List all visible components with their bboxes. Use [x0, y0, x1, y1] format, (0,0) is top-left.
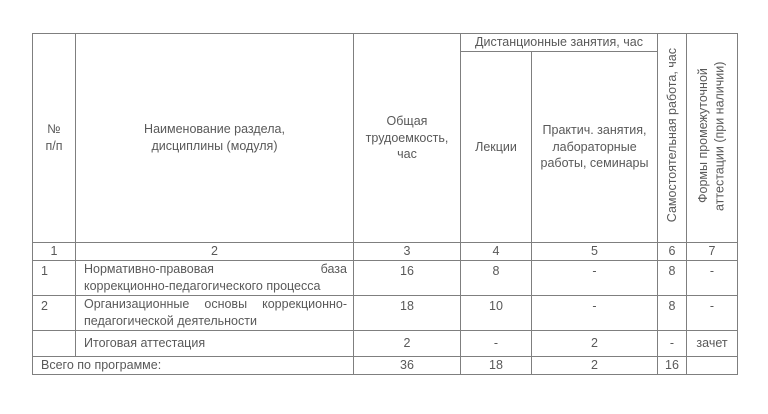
- header-total-label: Общая трудоемкость, час: [365, 113, 449, 162]
- row-name-line-1: Нормативно-правовая база: [84, 262, 347, 276]
- header-lectures: [461, 52, 532, 243]
- column-number: 2: [76, 243, 354, 261]
- header-name: [76, 34, 354, 243]
- totals-label: Всего по программе:: [33, 356, 354, 374]
- row-total: 18: [354, 295, 461, 330]
- header-num: [33, 34, 76, 243]
- row-name-line-1: Организационные основы коррекционно-: [84, 297, 347, 311]
- row-name: Итоговая аттестация: [76, 330, 354, 356]
- header-row: [33, 34, 738, 52]
- totals-total: 36: [354, 356, 461, 374]
- row-lectures: 10: [461, 295, 532, 330]
- header-name-label: Наименование раздела, дисциплины (модуля): [144, 122, 285, 153]
- row-form: -: [687, 295, 738, 330]
- column-number: 1: [33, 243, 76, 261]
- row-num: 1: [33, 260, 76, 295]
- row-num: [33, 330, 76, 356]
- row-self: -: [658, 330, 687, 356]
- header-remote-group: [461, 34, 658, 52]
- row-practice: -: [532, 295, 658, 330]
- header-total: [354, 34, 461, 243]
- header-practice-label: Практич. занятия, лабораторные работы, семинары: [540, 122, 649, 171]
- row-name: [76, 295, 354, 330]
- header-self-work: [658, 34, 687, 243]
- row-self: 8: [658, 260, 687, 295]
- row-total: 2: [354, 330, 461, 356]
- row-practice: 2: [532, 330, 658, 356]
- header-practice: [532, 52, 658, 243]
- totals-form: [687, 356, 738, 374]
- table-row: [33, 295, 738, 330]
- totals-lectures: 18: [461, 356, 532, 374]
- row-name: [76, 260, 354, 295]
- row-lectures: 8: [461, 260, 532, 295]
- totals-practice: 2: [532, 356, 658, 374]
- row-form: -: [687, 260, 738, 295]
- header-lectures-label: Лекции: [475, 139, 517, 154]
- column-number: 7: [687, 243, 738, 261]
- column-number: 4: [461, 243, 532, 261]
- table-row: [33, 330, 738, 356]
- header-attestation: [687, 34, 738, 243]
- row-practice: -: [532, 260, 658, 295]
- header-num-label: № п/п: [45, 122, 63, 153]
- header-self-work-label: Самостоятельная работа, час: [664, 48, 679, 223]
- table-row: [33, 260, 738, 295]
- row-name-line-2: коррекционно-педагогического процесса: [84, 278, 321, 293]
- row-num: 2: [33, 295, 76, 330]
- row-name-line-2: педагогической деятельности: [84, 313, 257, 328]
- row-self: 8: [658, 295, 687, 330]
- row-total: 16: [354, 260, 461, 295]
- column-number: 5: [532, 243, 658, 261]
- header-remote-group-label: Дистанционные занятия, час: [475, 35, 643, 50]
- row-lectures: -: [461, 330, 532, 356]
- column-number-row: [33, 243, 738, 261]
- column-number: 6: [658, 243, 687, 261]
- row-form: зачет: [687, 330, 738, 356]
- curriculum-table: [32, 33, 738, 375]
- column-number: 3: [354, 243, 461, 261]
- header-attestation-label: Формы промежуточной аттестации (при наличии): [696, 60, 727, 211]
- totals-self: 16: [658, 356, 687, 374]
- totals-row: [33, 356, 738, 374]
